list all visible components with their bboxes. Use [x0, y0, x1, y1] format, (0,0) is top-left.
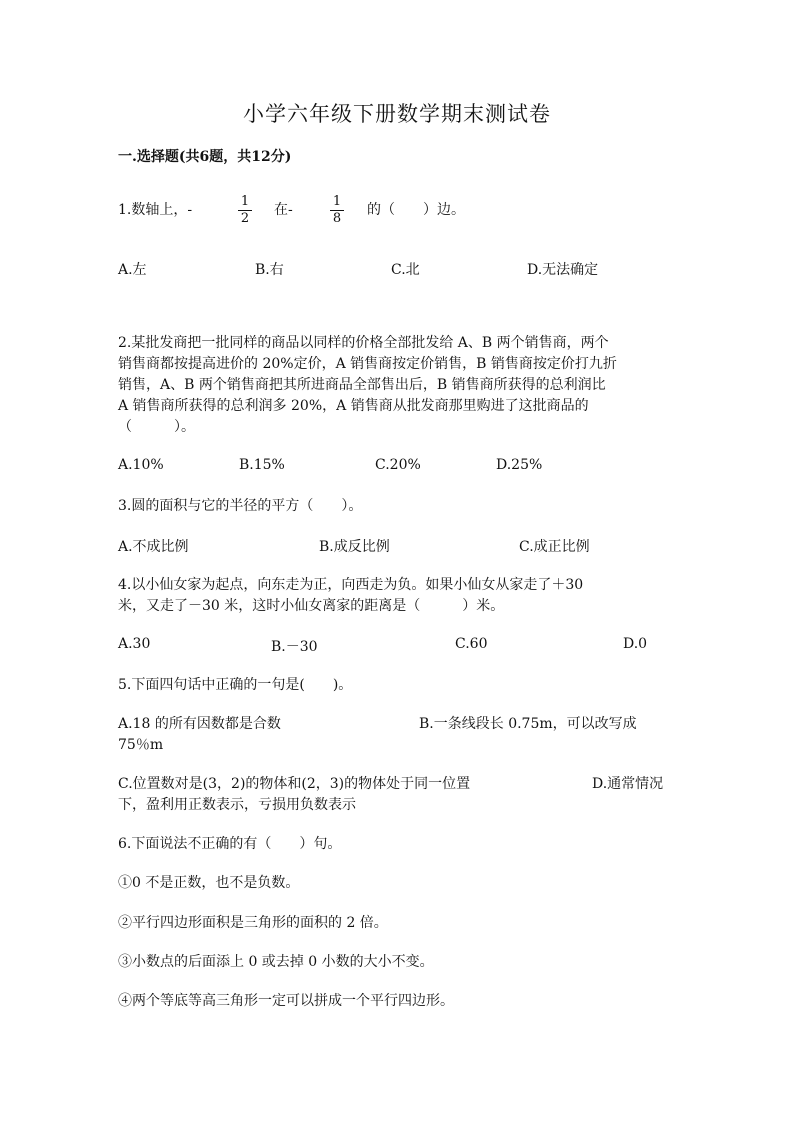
q2-option-b: B.15%: [239, 457, 285, 473]
q1-fraction-a: [238, 195, 252, 226]
q2-option-d: D.25%: [496, 457, 543, 473]
q5-option-b: B.一条线段长 0.75m，可以改写成: [419, 716, 637, 732]
q2-option-a: A.10%: [118, 457, 164, 473]
q6-statement-2: ②平行四边形面积是三角形的面积的 2 倍。: [118, 915, 388, 931]
q4-option-a: A.30: [118, 636, 151, 652]
q1-option-b: B.右: [255, 262, 284, 278]
q1-prefix: 1.数轴上，-: [118, 202, 193, 218]
section-header: 一.选择题(共6题，共12分): [118, 149, 292, 165]
q1-fraction-b-numerator: 1: [330, 195, 344, 211]
q5-text: 5.下面四句话中正确的一句是( )。: [118, 677, 353, 693]
q1-option-c: C.北: [391, 262, 420, 278]
q4-option-c: C.60: [455, 636, 488, 652]
q1-option-d: D.无法确定: [527, 262, 599, 278]
q4-option-b: B.－30: [271, 639, 318, 655]
q1-option-a: A.左: [118, 262, 147, 278]
q1-fraction-b: [330, 195, 344, 226]
q6-statement-4: ④两个等底等高三角形一定可以拼成一个平行四边形。: [118, 993, 454, 1009]
q1-fraction-a-numerator: 1: [238, 195, 252, 211]
q2-line-2: 销售商都按提高进价的 20%定价，A 销售商按定价销售，B 销售商按定价打九折: [118, 356, 617, 372]
q2-line-1: 2.某批发商把一批同样的商品以同样的价格全部批发给 A、B 两个销售商，两个: [118, 335, 609, 351]
page-title: 小学六年级下册数学期末测试卷: [243, 102, 551, 126]
q2-line-4: A 销售商所获得的总利润多 20%，A 销售商从批发商那里购进了这批商品的: [118, 398, 589, 414]
q5-option-a: A.18 的所有因数都是合数: [118, 716, 281, 732]
q5-option-b-continued: 75％m: [118, 737, 164, 753]
q2-option-c: C.20%: [375, 457, 421, 473]
q3-option-c: C.成正比例: [519, 539, 590, 555]
q5-option-d-continued: 下，盈利用正数表示，亏损用负数表示: [118, 797, 356, 813]
q5-option-c: C.位置数对是(3，2)的物体和(2，3)的物体处于同一位置: [118, 776, 471, 792]
q3-text: 3.圆的面积与它的半径的平方（ ）。: [118, 498, 363, 514]
q6-text: 6.下面说法不正确的有（ ）句。: [118, 836, 342, 852]
q2-line-5: （ ）。: [118, 419, 195, 435]
q3-option-b: B.成反比例: [319, 539, 390, 555]
q4-line-2: 米，又走了－30 米，这时小仙女离家的距离是（ ）米。: [118, 598, 505, 614]
q6-statement-3: ③小数点的后面添上 0 或去掉 0 小数的大小不变。: [118, 954, 434, 970]
q5-option-d: D.通常情况: [592, 776, 664, 792]
q6-statement-1: ①0 不是正数，也不是负数。: [118, 875, 300, 891]
q1-mid: 在-: [274, 202, 293, 218]
q1-suffix: 的（ ）边。: [367, 202, 465, 218]
q1-fraction-a-denominator: 2: [240, 211, 250, 226]
q4-line-1: 4.以小仙女家为起点，向东走为正，向西走为负。如果小仙女从家走了＋30: [118, 577, 584, 593]
q3-option-a: A.不成比例: [118, 539, 189, 555]
q1-fraction-b-denominator: 8: [332, 211, 342, 226]
q4-option-d: D.0: [623, 636, 648, 652]
q2-line-3: 销售，A、B 两个销售商把其所进商品全部售出后，B 销售商所获得的总利润比: [118, 377, 606, 393]
